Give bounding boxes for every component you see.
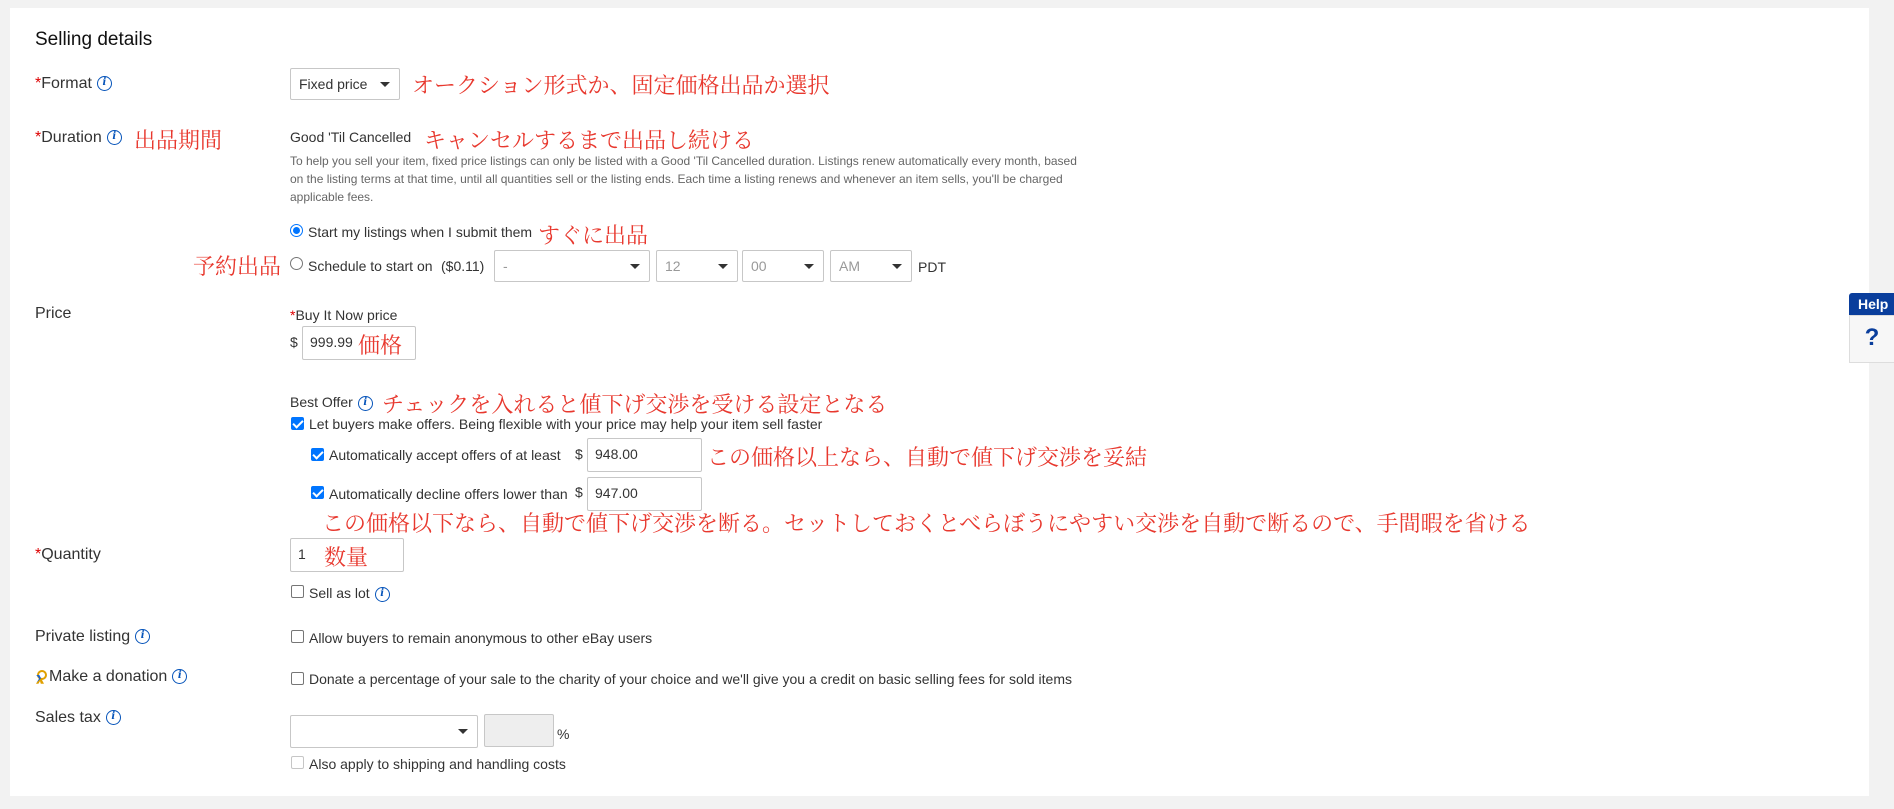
schedule-fee: ($0.11) [441,258,485,274]
percent-sign: % [557,726,570,742]
chevron-down-icon [892,264,902,269]
timezone-label: PDT [918,259,946,275]
apply-shipping-label: Also apply to shipping and handling costs [309,756,566,772]
auto-decline-label: Automatically decline offers lower than [329,486,568,502]
auto-decline-value: 947.00 [595,485,638,501]
let-buyers-checkbox[interactable] [291,417,304,430]
schedule-hour-select[interactable] [656,250,738,282]
help-tab[interactable]: Help [1849,293,1894,315]
schedule-ampm-select[interactable] [830,250,912,282]
buy-it-now-value: 999.99 [310,334,353,350]
quantity-value: 1 [298,546,306,562]
let-buyers-label: Let buyers make offers. Being flexible with your price may help your item sell faster [309,416,823,432]
quantity-label: Quantity [41,546,101,563]
apply-shipping-checkbox[interactable] [291,756,304,769]
help-question-icon[interactable]: ? [1849,315,1894,363]
auto-accept-value: 948.00 [595,446,638,462]
auto-accept-input[interactable] [587,438,702,472]
format-select[interactable] [290,68,400,100]
sales-tax-state-select[interactable] [290,715,478,748]
price-annotation: 価格 [358,334,403,359]
private-listing-checkbox-label: Allow buyers to remain anonymous to other eBay users [309,630,653,646]
format-select-value: Fixed price [299,76,368,92]
private-listing-label-row [35,628,150,646]
schedule-label: Schedule to start on [308,258,433,274]
best-offer-label-row [290,394,373,411]
start-now-label: Start my listings when I submit them [308,224,533,240]
auto-accept-annotation: この価格以上なら、自動で値下げ交渉を妥結 [707,446,1148,471]
currency-symbol: $ [290,334,298,350]
quantity-label-row [35,546,101,564]
auto-decline-currency: $ [575,484,583,500]
best-offer-label: Best Offer [290,394,353,410]
info-icon[interactable]: i [135,629,150,644]
auto-decline-annotation: この価格以下なら、自動で値下げ交渉を断る。セットしておくとべらぼうにやすい交渉を自動で断るので、手間暇を省ける [322,512,1531,537]
duration-value: Good 'Til Cancelled [290,129,412,145]
required-mark: * [35,546,42,563]
sales-tax-rate-input[interactable] [484,714,554,747]
schedule-minute-value: 00 [751,258,767,274]
info-icon[interactable]: i [106,710,121,725]
donation-label: Make a donation [49,668,168,685]
ribbon-icon [35,670,45,684]
donation-label-row [35,668,187,686]
required-mark: * [35,75,42,92]
format-label: Format [41,75,92,92]
chevron-down-icon [630,264,640,269]
chevron-down-icon [718,264,728,269]
schedule-date-select[interactable] [494,250,650,282]
auto-accept-label: Automatically accept offers of at least [329,447,561,463]
info-icon[interactable]: i [172,669,187,684]
donation-checkbox-label: Donate a percentage of your sale to the charity of your choice and we'll give you a credit on basic selling fees for sold items [309,671,1072,687]
best-offer-annotation: チェックを入れると値下げ交渉を受ける設定となる [382,393,888,418]
duration-label-row [35,129,122,147]
auto-decline-checkbox[interactable] [311,486,324,499]
duration-label: Duration [41,129,102,146]
start-now-annotation: すぐに出品 [538,224,649,249]
duration-help-text: To help you sell your item, fixed price listings can only be listed with a Good 'Til Cancelled duration. Listings renew automatically every month, based on the listing terms at that time, until all quantities sell or the listing ends. Each time a listing renews and whenever an item sells, you'll be charged applicable fees. [290,154,1077,204]
info-icon[interactable]: i [375,587,390,602]
private-listing-checkbox[interactable] [291,630,304,643]
buy-it-now-label-row [290,307,397,323]
required-mark: * [290,307,296,323]
auto-accept-checkbox[interactable] [311,448,324,461]
private-listing-label: Private listing [35,628,131,645]
schedule-radio[interactable] [290,257,303,270]
schedule-ampm-value: AM [839,258,860,274]
sell-as-lot-label-row [309,585,390,602]
schedule-minute-select[interactable] [742,250,824,282]
section-title: Selling details [35,29,153,50]
start-now-radio[interactable] [290,224,303,237]
auto-accept-currency: $ [575,446,583,462]
auto-decline-input[interactable] [587,477,702,511]
schedule-hour-value: 12 [665,258,681,274]
duration-annotation: 出品期間 [134,129,223,154]
quantity-annotation: 数量 [324,546,369,571]
sales-tax-label: Sales tax [35,709,101,726]
schedule-annotation: 予約出品 [193,255,282,280]
info-icon[interactable]: i [107,130,122,145]
chevron-down-icon [458,729,468,734]
chevron-down-icon [804,264,814,269]
required-mark: * [35,129,42,146]
chevron-down-icon [380,82,390,87]
info-icon[interactable]: i [358,396,373,411]
donation-checkbox[interactable] [291,672,304,685]
info-icon[interactable]: i [97,76,112,91]
format-label-row [35,75,112,93]
format-annotation: オークション形式か、固定価格出品か選択 [412,74,830,99]
sales-tax-label-row [35,709,121,727]
buy-it-now-label: Buy It Now price [295,307,398,323]
sell-as-lot-label: Sell as lot [309,585,370,601]
price-label: Price [35,305,72,322]
duration-value-annotation: キャンセルするまで出品し続ける [424,129,755,154]
schedule-date-value: - [503,258,508,274]
sell-as-lot-checkbox[interactable] [291,585,304,598]
